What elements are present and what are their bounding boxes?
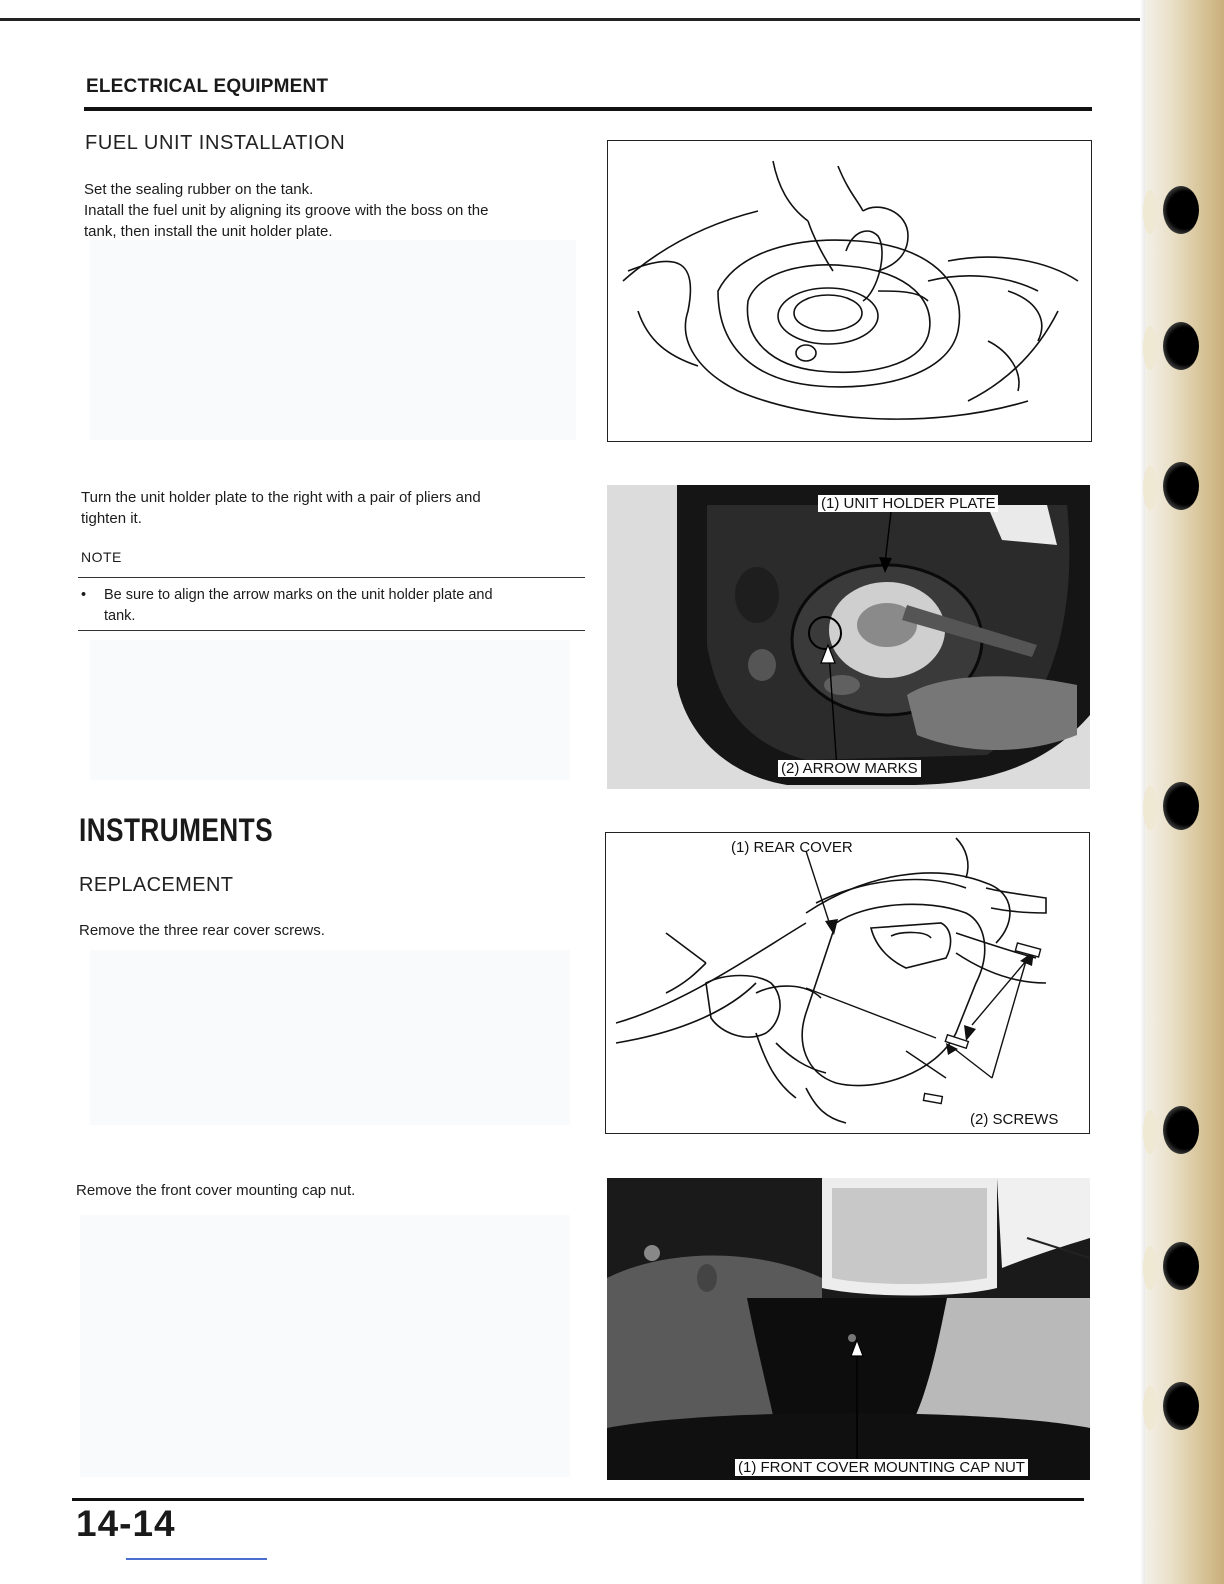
rear-cover-illustration xyxy=(606,833,1089,1133)
note-bottom-rule xyxy=(78,630,585,631)
scan-top-line xyxy=(0,18,1224,21)
paragraph-line: Inatall the fuel unit by aligning its groove with the boss on the xyxy=(84,202,489,219)
arrow-marks-callout: (2) ARROW MARKS xyxy=(778,760,921,777)
binder-hole-rim xyxy=(1143,190,1157,234)
note-label: NOTE xyxy=(81,549,122,565)
paragraph-line: tighten it. xyxy=(81,510,142,527)
binder-hole xyxy=(1163,1106,1199,1154)
show-through xyxy=(90,640,570,780)
unit-holder-photo-art xyxy=(607,485,1090,789)
replacement-subtitle: REPLACEMENT xyxy=(79,874,234,896)
show-through xyxy=(90,240,576,440)
header-rule xyxy=(84,107,1092,111)
fuel-unit-paragraph xyxy=(84,179,488,242)
binder-hole xyxy=(1163,782,1199,830)
binder-hole-rim xyxy=(1143,466,1157,510)
paragraph-line: Turn the unit holder plate to the right with a pair of pliers and xyxy=(81,489,481,506)
binder-hole xyxy=(1163,1382,1199,1430)
front-cover-photo-art xyxy=(607,1178,1090,1480)
paragraph-line: Set the sealing rubber on the tank. xyxy=(84,181,314,198)
screws-callout: (2) SCREWS xyxy=(970,1111,1059,1128)
turn-holder-text xyxy=(81,487,481,529)
note-line: Be sure to align the arrow marks on the unit holder plate and xyxy=(104,587,493,603)
page-number: 14-14 xyxy=(76,1503,176,1544)
note-bullet: • xyxy=(81,587,87,603)
rear-cover-drawing xyxy=(605,832,1090,1134)
instruments-title: INSTRUMENTS xyxy=(79,812,274,848)
footer-rule xyxy=(72,1498,1084,1501)
note-top-rule xyxy=(78,577,585,578)
binder-hole-rim xyxy=(1143,326,1157,370)
fuel-unit-drawing xyxy=(607,140,1092,442)
unit-holder-photo xyxy=(607,485,1090,789)
front-cover-photo xyxy=(607,1178,1090,1480)
binder-hole-rim xyxy=(1143,1246,1157,1290)
binder-hole xyxy=(1163,462,1199,510)
bottom-link-underline xyxy=(126,1558,267,1560)
binder-hole xyxy=(1163,186,1199,234)
note-text xyxy=(104,585,493,627)
remove-cap-nut-text: Remove the front cover mounting cap nut. xyxy=(76,1182,356,1199)
binder-hole-rim xyxy=(1143,786,1157,830)
remove-screws-text: Remove the three rear cover screws. xyxy=(79,922,325,939)
note-line: tank. xyxy=(104,608,136,624)
show-through xyxy=(90,950,570,1125)
binder-hole-rim xyxy=(1143,1386,1157,1430)
front-cap-nut-callout: (1) FRONT COVER MOUNTING CAP NUT xyxy=(735,1459,1028,1476)
binder-hole xyxy=(1163,322,1199,370)
binder-hole xyxy=(1163,1242,1199,1290)
rear-cover-callout: (1) REAR COVER xyxy=(731,839,853,856)
unit-holder-plate-callout: (1) UNIT HOLDER PLATE xyxy=(818,495,998,512)
show-through xyxy=(80,1215,570,1477)
binder-hole-rim xyxy=(1143,1110,1157,1154)
fuel-unit-title: FUEL UNIT INSTALLATION xyxy=(85,132,346,154)
paragraph-line: tank, then install the unit holder plate. xyxy=(84,223,333,240)
section-header: ELECTRICAL EQUIPMENT xyxy=(86,76,329,97)
fuel-unit-illustration xyxy=(608,141,1091,441)
